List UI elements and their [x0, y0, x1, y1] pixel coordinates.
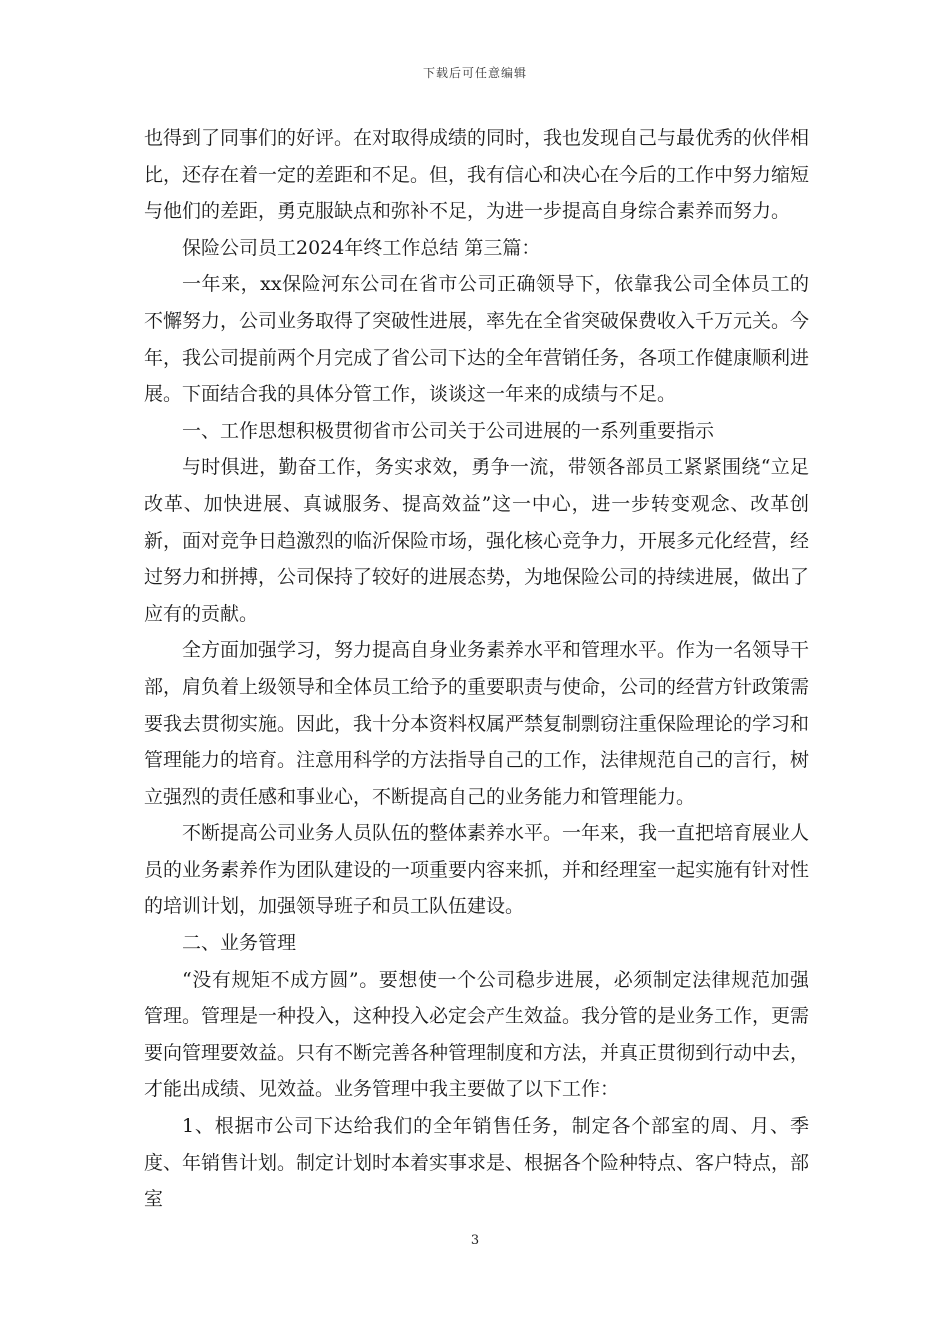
paragraph-6: 全方面加强学习，努力提高自身业务素养水平和管理水平。作为一名领导干部，肩负着上级领导和全体员工给予的重要职责与使命，公司的经营方针政策需要我去贯彻实施。因此，我十分本资料权属严禁复制剽窃注重保险理论的学习和管理能力的培育。注意用科学的方法指导自己的工作，法律规范自己的言行，树立强烈的责任感和事业心，不断提高自己的业务能力和管理能力。 [144, 639, 810, 808]
paragraph-1: 也得到了同事们的好评。在对取得成绩的同时，我也发现自己与最优秀的伙伴相比，还存在着一定的差距和不足。但，我有信心和决心在今后的工作中努力缩短与他们的差距，勇克服缺点和弥补不足，为进一步提高自身综合素养而努力。 [144, 127, 810, 223]
paragraph-7: 不断提高公司业务人员队伍的整体素养水平。一年来，我一直把培育展业人员的业务素养作为团队建设的一项重要内容来抓，并和经理室一起实施有针对性的培训计划，加强领导班子和员工队伍建设。 [144, 822, 810, 918]
paragraph-5: 与时俱进，勤奋工作，务实求效，勇争一流，带领各部员工紧紧围绕“立足改革、加快进展、真诚服务、提高效益”这一中心，进一步转变观念、改革创新，面对竞争日趋激烈的临沂保险市场，强化核心竞争力，开展多元化经营，经过努力和拼搏，公司保持了较好的进展态势，为地保险公司的持续进展，做出了应有的贡献。 [144, 456, 810, 625]
paragraph-8-heading: 二、业务管理 [182, 932, 297, 955]
paragraph-10: 1、根据市公司下达给我们的全年销售任务，制定各个部室的周、月、季度、年销售计划。制定计划时本着实事求是、根据各个险种特点、客户特点，部室 [144, 1115, 810, 1211]
page-header: 下载后可任意编辑 [422, 66, 527, 80]
paragraph-4-heading: 一、工作思想积极贯彻省市公司关于公司进展的一系列重要指示 [182, 419, 715, 442]
paragraph-9: “没有规矩不成方圆”。要想使一个公司稳步进展，必须制定法律规范加强管理。管理是一种投入，这种投入必定会产生效益。我分管的是业务工作，更需要向管理要效益。只有不断完善各种管理制度和方法，并真正贯彻到行动中去，才能出成绩、见效益。业务管理中我主要做了以下工作： [144, 968, 810, 1101]
document-body [144, 120, 809, 1218]
page-number: 3 [470, 1233, 480, 1248]
paragraph-2-section-title: 保险公司员工2024年终工作总结 第三篇： [182, 236, 541, 259]
paragraph-3: 一年来，xx保险河东公司在省市公司正确领导下，依靠我公司全体员工的不懈努力，公司业务取得了突破性进展，率先在全省突破保费收入千万元关。今年，我公司提前两个月完成了省公司下达的全年营销任务，各项工作健康顺利进展。下面结合我的具体分管工作，谈谈这一年来的成绩与不足。 [144, 273, 810, 406]
